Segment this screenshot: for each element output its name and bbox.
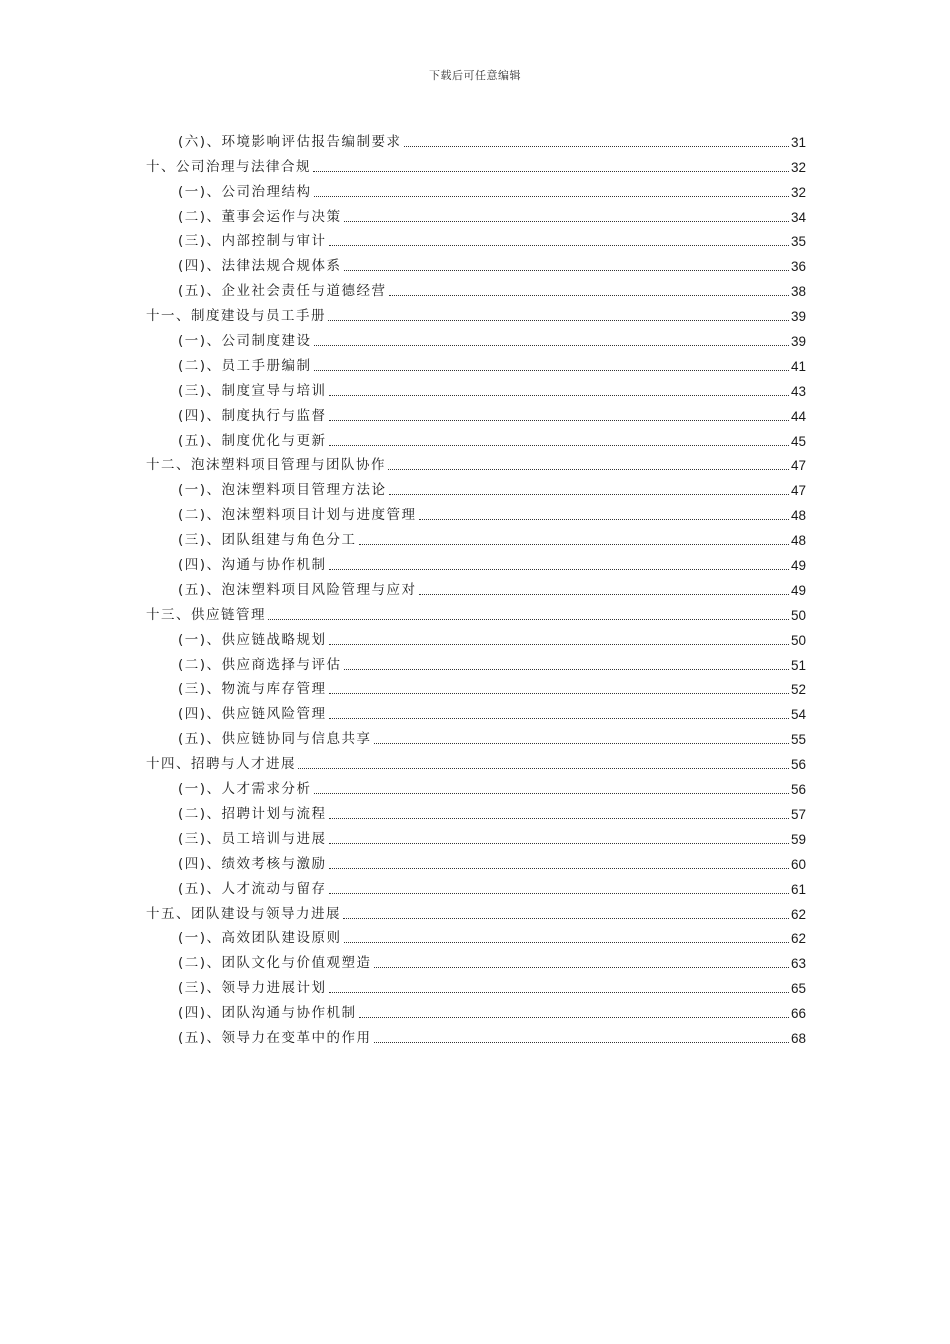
toc-dot-leader bbox=[329, 419, 789, 421]
toc-dot-leader bbox=[329, 991, 789, 993]
toc-section-entry[interactable] bbox=[146, 474, 806, 499]
toc-entry-title: (五)、人才流动与留存 bbox=[178, 880, 327, 897]
toc-section-entry[interactable] bbox=[146, 823, 806, 848]
toc-entry-title: (三)、领导力进展计划 bbox=[178, 980, 327, 997]
toc-page-number: 32 bbox=[790, 159, 806, 175]
page-header: 下载后可任意编辑 bbox=[429, 69, 521, 82]
toc-section-entry[interactable] bbox=[146, 848, 806, 873]
toc-section-entry[interactable] bbox=[146, 226, 806, 251]
toc-dot-leader bbox=[374, 1041, 789, 1043]
toc-chapter-entry[interactable] bbox=[146, 748, 806, 773]
toc-section-entry[interactable] bbox=[146, 873, 806, 898]
toc-entry-title: 十二、泡沫塑料项目管理与团队协作 bbox=[146, 457, 386, 474]
toc-chapter-entry[interactable] bbox=[146, 300, 806, 325]
toc-page-number: 36 bbox=[790, 259, 806, 275]
toc-page-number: 66 bbox=[790, 1006, 806, 1022]
table-of-contents bbox=[146, 126, 806, 1047]
toc-dot-leader bbox=[314, 369, 789, 371]
toc-page-number: 59 bbox=[790, 831, 806, 847]
toc-entry-title: (五)、供应链协同与信息共享 bbox=[178, 731, 372, 748]
toc-dot-leader bbox=[329, 244, 789, 246]
toc-dot-leader bbox=[329, 692, 789, 694]
toc-section-entry[interactable] bbox=[146, 524, 806, 549]
toc-dot-leader bbox=[344, 220, 789, 222]
toc-entry-title: (四)、制度执行与监督 bbox=[178, 407, 327, 424]
toc-dot-leader bbox=[359, 543, 789, 545]
toc-entry-title: (一)、公司制度建设 bbox=[178, 333, 312, 350]
toc-section-entry[interactable] bbox=[146, 425, 806, 450]
toc-page-number: 45 bbox=[790, 433, 806, 449]
toc-page-number: 48 bbox=[790, 508, 806, 524]
toc-entry-title: (一)、人才需求分析 bbox=[178, 781, 312, 798]
toc-entry-title: 十、公司治理与法律合规 bbox=[146, 158, 311, 175]
toc-section-entry[interactable] bbox=[146, 923, 806, 948]
toc-dot-leader bbox=[314, 792, 789, 794]
toc-dot-leader bbox=[388, 468, 789, 470]
toc-dot-leader bbox=[419, 593, 789, 595]
toc-page-number: 62 bbox=[790, 931, 806, 947]
toc-entry-title: (四)、法律法规合规体系 bbox=[178, 258, 342, 275]
toc-page-number: 63 bbox=[790, 956, 806, 972]
toc-section-entry[interactable] bbox=[146, 350, 806, 375]
toc-section-entry[interactable] bbox=[146, 798, 806, 823]
toc-dot-leader bbox=[328, 319, 789, 321]
toc-entry-title: (五)、企业社会责任与道德经营 bbox=[178, 283, 387, 300]
toc-entry-title: (二)、员工手册编制 bbox=[178, 357, 312, 374]
toc-page-number: 49 bbox=[790, 582, 806, 598]
toc-section-entry[interactable] bbox=[146, 674, 806, 699]
toc-page-number: 32 bbox=[790, 184, 806, 200]
toc-page-number: 47 bbox=[790, 458, 806, 474]
toc-dot-leader bbox=[343, 917, 789, 919]
toc-dot-leader bbox=[329, 444, 789, 446]
toc-section-entry[interactable] bbox=[146, 723, 806, 748]
toc-entry-title: (一)、公司治理结构 bbox=[178, 183, 312, 200]
toc-entry-title: (二)、供应商选择与评估 bbox=[178, 656, 342, 673]
toc-section-entry[interactable] bbox=[146, 1022, 806, 1047]
toc-entry-title: 十一、制度建设与员工手册 bbox=[146, 308, 326, 325]
toc-entry-title: 十三、供应链管理 bbox=[146, 606, 266, 623]
toc-section-entry[interactable] bbox=[146, 499, 806, 524]
toc-section-entry[interactable] bbox=[146, 773, 806, 798]
toc-section-entry[interactable] bbox=[146, 574, 806, 599]
toc-dot-leader bbox=[419, 518, 789, 520]
toc-chapter-entry[interactable] bbox=[146, 450, 806, 475]
toc-section-entry[interactable] bbox=[146, 997, 806, 1022]
toc-dot-leader bbox=[329, 568, 789, 570]
toc-entry-title: 十五、团队建设与领导力进展 bbox=[146, 905, 341, 922]
toc-page-number: 50 bbox=[790, 632, 806, 648]
toc-section-entry[interactable] bbox=[146, 549, 806, 574]
toc-page-number: 50 bbox=[790, 607, 806, 623]
toc-section-entry[interactable] bbox=[146, 176, 806, 201]
toc-page-number: 68 bbox=[790, 1030, 806, 1046]
toc-page-number: 47 bbox=[790, 483, 806, 499]
toc-entry-title: (三)、员工培训与进展 bbox=[178, 830, 327, 847]
toc-dot-leader bbox=[329, 892, 789, 894]
toc-page-number: 35 bbox=[790, 234, 806, 250]
toc-entry-title: (一)、供应链战略规划 bbox=[178, 631, 327, 648]
toc-dot-leader bbox=[329, 817, 789, 819]
toc-entry-title: (四)、沟通与协作机制 bbox=[178, 557, 327, 574]
toc-page-number: 60 bbox=[790, 856, 806, 872]
toc-dot-leader bbox=[314, 344, 789, 346]
toc-section-entry[interactable] bbox=[146, 375, 806, 400]
toc-page-number: 62 bbox=[790, 906, 806, 922]
toc-dot-leader bbox=[329, 717, 789, 719]
toc-chapter-entry[interactable] bbox=[146, 599, 806, 624]
toc-dot-leader bbox=[268, 618, 789, 620]
toc-dot-leader bbox=[389, 493, 789, 495]
toc-section-entry[interactable] bbox=[146, 275, 806, 300]
toc-dot-leader bbox=[344, 269, 789, 271]
toc-dot-leader bbox=[374, 966, 789, 968]
toc-entry-title: (六)、环境影响评估报告编制要求 bbox=[178, 133, 402, 150]
toc-dot-leader bbox=[404, 145, 789, 147]
toc-page-number: 49 bbox=[790, 558, 806, 574]
toc-entry-title: (五)、泡沫塑料项目风险管理与应对 bbox=[178, 581, 417, 598]
toc-page-number: 51 bbox=[790, 657, 806, 673]
toc-section-entry[interactable] bbox=[146, 947, 806, 972]
toc-page-number: 31 bbox=[790, 134, 806, 150]
toc-entry-title: (一)、泡沫塑料项目管理方法论 bbox=[178, 482, 387, 499]
toc-entry-title: (五)、制度优化与更新 bbox=[178, 432, 327, 449]
toc-dot-leader bbox=[329, 842, 789, 844]
toc-entry-title: (二)、泡沫塑料项目计划与进度管理 bbox=[178, 507, 417, 524]
toc-chapter-entry[interactable] bbox=[146, 151, 806, 176]
toc-dot-leader bbox=[344, 668, 789, 670]
toc-entry-title: (四)、供应链风险管理 bbox=[178, 706, 327, 723]
toc-page-number: 44 bbox=[790, 408, 806, 424]
toc-entry-title: (五)、领导力在变革中的作用 bbox=[178, 1029, 372, 1046]
toc-entry-title: (一)、高效团队建设原则 bbox=[178, 930, 342, 947]
toc-entry-title: (四)、绩效考核与激励 bbox=[178, 855, 327, 872]
toc-dot-leader bbox=[314, 195, 789, 197]
toc-entry-title: (二)、团队文化与价值观塑造 bbox=[178, 955, 372, 972]
toc-page-number: 48 bbox=[790, 533, 806, 549]
toc-section-entry[interactable] bbox=[146, 649, 806, 674]
toc-page-number: 55 bbox=[790, 732, 806, 748]
toc-page-number: 34 bbox=[790, 209, 806, 225]
toc-page-number: 65 bbox=[790, 981, 806, 997]
toc-dot-leader bbox=[389, 294, 789, 296]
toc-page-number: 43 bbox=[790, 383, 806, 399]
toc-dot-leader bbox=[329, 394, 789, 396]
toc-entry-title: (三)、制度宣导与培训 bbox=[178, 382, 327, 399]
toc-entry-title: (三)、内部控制与审计 bbox=[178, 233, 327, 250]
toc-dot-leader bbox=[329, 867, 789, 869]
toc-entry-title: (四)、团队沟通与协作机制 bbox=[178, 1005, 357, 1022]
toc-page-number: 57 bbox=[790, 806, 806, 822]
toc-section-entry[interactable] bbox=[146, 325, 806, 350]
toc-dot-leader bbox=[344, 941, 789, 943]
toc-dot-leader bbox=[359, 1016, 789, 1018]
toc-page-number: 52 bbox=[790, 682, 806, 698]
toc-page-number: 41 bbox=[790, 358, 806, 374]
toc-section-entry[interactable] bbox=[146, 250, 806, 275]
toc-dot-leader bbox=[374, 742, 789, 744]
toc-section-entry[interactable] bbox=[146, 126, 806, 151]
toc-chapter-entry[interactable] bbox=[146, 898, 806, 923]
toc-page-number: 56 bbox=[790, 757, 806, 773]
toc-section-entry[interactable] bbox=[146, 972, 806, 997]
toc-page-number: 54 bbox=[790, 707, 806, 723]
toc-dot-leader bbox=[329, 643, 789, 645]
toc-page-number: 39 bbox=[790, 309, 806, 325]
toc-page-number: 39 bbox=[790, 334, 806, 350]
toc-entry-title: (二)、招聘计划与流程 bbox=[178, 805, 327, 822]
toc-section-entry[interactable] bbox=[146, 624, 806, 649]
toc-entry-title: (三)、物流与库存管理 bbox=[178, 681, 327, 698]
toc-section-entry[interactable] bbox=[146, 400, 806, 425]
toc-section-entry[interactable] bbox=[146, 698, 806, 723]
toc-page-number: 56 bbox=[790, 782, 806, 798]
toc-page-number: 61 bbox=[790, 881, 806, 897]
toc-entry-title: 十四、招聘与人才进展 bbox=[146, 756, 296, 773]
toc-dot-leader bbox=[313, 170, 789, 172]
toc-section-entry[interactable] bbox=[146, 201, 806, 226]
toc-entry-title: (三)、团队组建与角色分工 bbox=[178, 532, 357, 549]
toc-page-number: 38 bbox=[790, 284, 806, 300]
toc-dot-leader bbox=[298, 767, 789, 769]
toc-entry-title: (二)、董事会运作与决策 bbox=[178, 208, 342, 225]
